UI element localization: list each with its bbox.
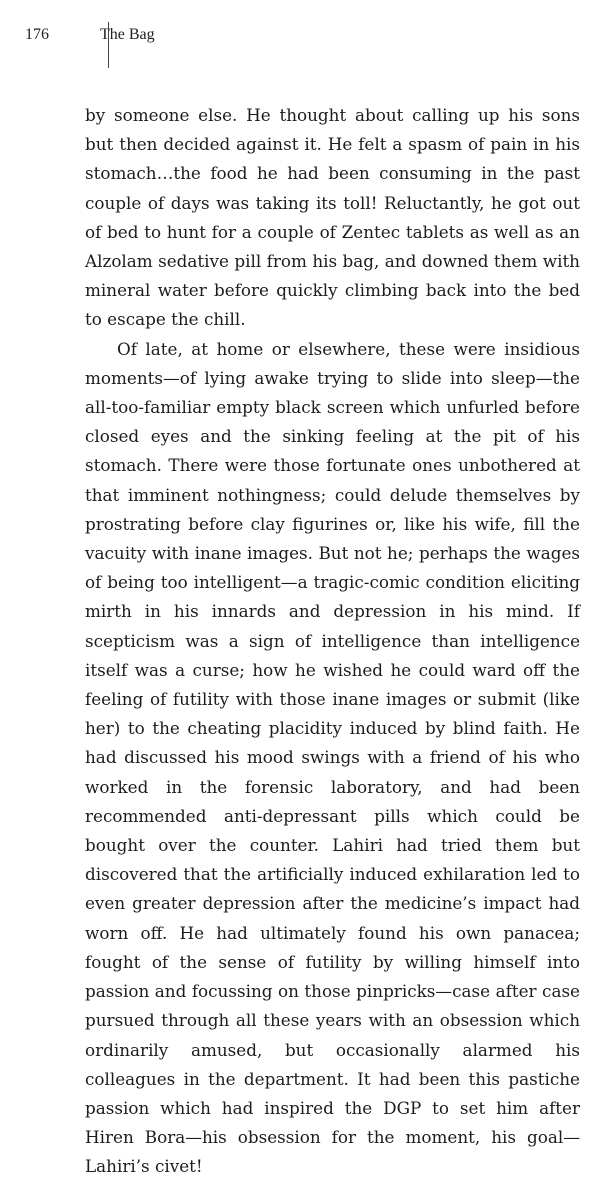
paragraph: Of late, at home or elsewhere, these were insidious moments—of lying awake trying to slide into sleep—the all-too-familiar empty black screen which unfurled before closed eyes and the sinking feeling at the pit of his stomach. There were those fortunate ones unbothered at that imminent nothingness; could delude themselves by prostrating before clay figurines or, like his wife, fill the vacuity with inane images. But not he; perhaps the wages of being too intelligent—a tragic-comic condition eliciting mirth in his innards and depression in his mind. If scepticism was a sign of intelligence than intelligence itself was a curse; how he wished he could ward off the feeling of futility with those inane images or submit (like her) to the cheating placidity induced by blind faith. He had discussed his mood swings with a friend of his who worked in the forensic laboratory, and had been recommended anti-depressant pills which could be bought over the counter. Lahiri had tried them but discovered that the artificially induced exhilaration led to even greater depression after the medicine’s impact had worn off. He had ultimately found his own panacea; fought of the sense of futility by willing himself into passion and focussing on those pinpricks—case after case pursued through all these years with an obsession which ordinarily amused, but occasionally alarmed his colleagues in the department. It had been this pastiche passion which had inspired the DGP to set him after Hiren Bora—his obsession for the moment, his goal—Lahiri’s civet!: [85, 338, 580, 1177]
body-text: [85, 101, 580, 1182]
running-title: The Bag: [100, 26, 155, 43]
page-number: 176: [25, 26, 49, 43]
running-head: [25, 22, 155, 48]
paragraph-continued: by someone else. He thought about calling up his sons but then decided against it. He felt a spasm of pain in his stomach…the food he had been consuming in the past couple of days was taking its toll! Reluctantly, he got out of bed to hunt for a couple of Zentec tablets as well as an Alzolam sedative pill from his bag, and downed them with mineral water before quickly climbing back into the bed to escape the chill.: [85, 105, 580, 330]
